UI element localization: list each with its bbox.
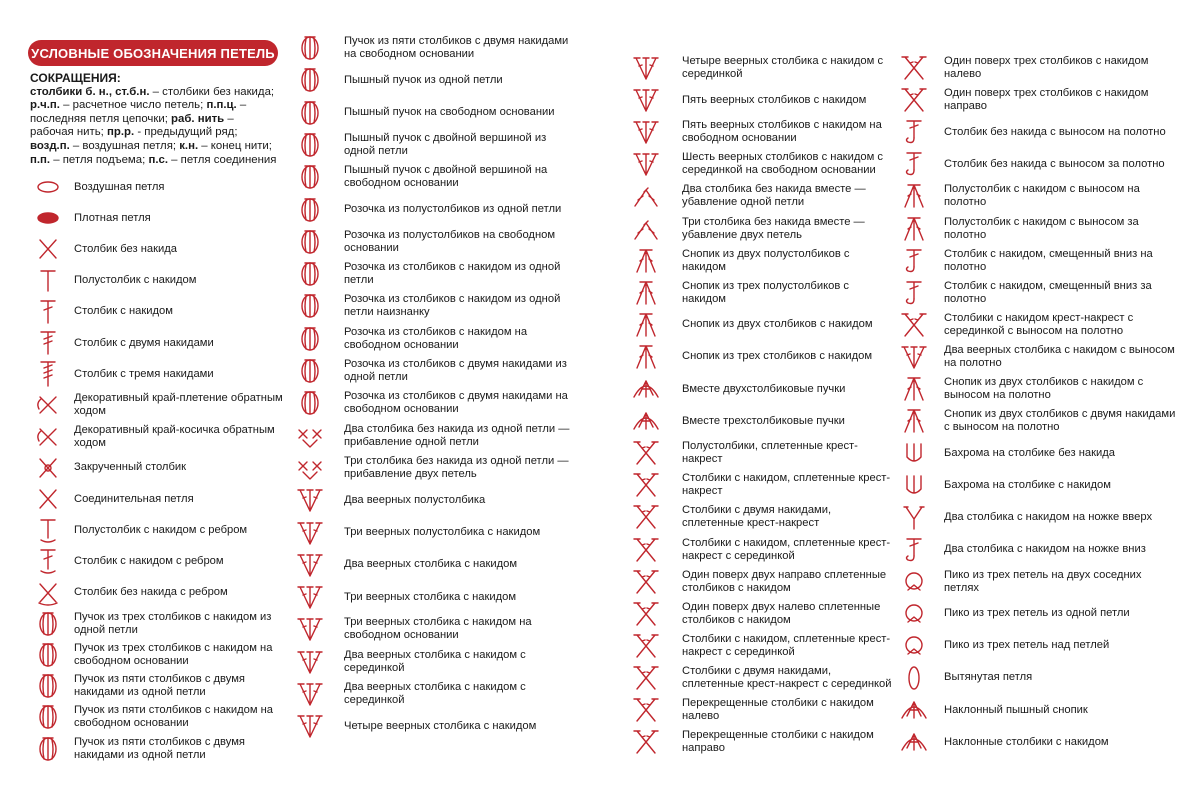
legend-label: Розочка из столбиков с накидом из одной петли bbox=[344, 261, 561, 287]
legend-item bbox=[28, 267, 288, 295]
legend-item bbox=[28, 516, 288, 544]
legend-item bbox=[292, 163, 572, 191]
legend-label: Снопик из двух столбиков с накидом с выносом на полотно bbox=[944, 376, 1144, 401]
legend-label: Столбик с накидом bbox=[74, 305, 173, 318]
legend-item bbox=[624, 247, 894, 275]
sc2tog-icon bbox=[624, 182, 668, 210]
legend-item bbox=[28, 547, 288, 575]
abbr-value: – воздушная петля; bbox=[69, 139, 180, 152]
legend-item bbox=[28, 204, 288, 232]
legend-item bbox=[28, 485, 288, 513]
legend-item bbox=[28, 579, 288, 607]
sc3tog-icon bbox=[624, 215, 668, 243]
legend-label: Три веерных полустолбика с накидом bbox=[344, 526, 541, 538]
fan-2-hdc-icon bbox=[292, 486, 328, 514]
legend-item bbox=[624, 696, 894, 724]
cluster-5-icon bbox=[28, 672, 68, 700]
ribbed-sc-icon bbox=[28, 579, 68, 607]
legend-label: Декоративный край-косичка обратным ходом bbox=[74, 423, 275, 449]
legend-item bbox=[624, 375, 894, 403]
legend-label: Пучок из трех столбиков с накидом на свободном основании bbox=[74, 642, 273, 667]
legend-label: Столбик без накида с ребром bbox=[74, 586, 228, 599]
legend-item bbox=[292, 196, 572, 224]
sc-back-post-icon bbox=[896, 150, 932, 178]
cluster-3-icon bbox=[28, 610, 68, 638]
legend-item bbox=[292, 325, 572, 353]
legend-item bbox=[896, 247, 1176, 275]
crossed-dc-center-icon bbox=[624, 536, 668, 564]
legend-label: Перекрещенные столбики с накидом направо bbox=[682, 729, 874, 755]
legend-label: Четыре веерных столбика с накидом с серединкой bbox=[682, 55, 884, 80]
legend-item bbox=[624, 728, 894, 756]
dc2tog-icon bbox=[624, 311, 668, 339]
legend-item bbox=[896, 54, 1176, 82]
abbr-value: – последняя петля цепочки; bbox=[30, 99, 247, 125]
legend-item bbox=[896, 696, 1176, 724]
legend-item bbox=[896, 182, 1176, 210]
v-stitch-down-icon bbox=[896, 536, 932, 564]
abbr-value: – столбики без накида; bbox=[149, 85, 275, 98]
legend-item bbox=[896, 407, 1176, 435]
joined-2-clusters-icon bbox=[624, 375, 668, 403]
hdc-front-post-icon bbox=[896, 182, 932, 210]
fan-3-dc-icon bbox=[292, 583, 328, 611]
popcorn-dc-reverse-icon bbox=[292, 292, 328, 320]
popcorn-tr-icon bbox=[292, 357, 328, 385]
legend-label: Розочка из полустолбиков на свободном основании bbox=[344, 228, 556, 254]
slip-filled-oval-icon bbox=[28, 204, 68, 232]
legend-label: Пышный пучок с двойной вершиной на свободном основании bbox=[344, 164, 548, 190]
legend-label: Наклонные столбики с накидом bbox=[944, 735, 1109, 748]
legend-item bbox=[896, 664, 1176, 692]
legend-label: Пучок из пяти столбиков с накидом на свободном основании bbox=[74, 704, 274, 730]
legend-item bbox=[624, 118, 894, 146]
legend-label: Три веерных столбика с накидом bbox=[344, 590, 517, 603]
slanted-dc-icon bbox=[896, 728, 932, 756]
legend-label: Снопик из двух столбиков с двумя накидами с выносом на полотно bbox=[944, 408, 1176, 434]
legend-label: Снопик из двух полустолбиков с накидом bbox=[682, 247, 850, 273]
legend-label: Три столбика без накида из одной петли — прибавление двух петель bbox=[344, 454, 569, 480]
legend-item bbox=[28, 454, 288, 482]
dc3tog-icon bbox=[624, 343, 668, 371]
hdc3tog-icon bbox=[624, 279, 668, 307]
legend-item bbox=[624, 182, 894, 210]
crossed-tr-center-icon bbox=[624, 664, 668, 692]
legend-item bbox=[624, 86, 894, 114]
legend-item bbox=[896, 215, 1176, 243]
legend-label: Пучок из пяти столбиков с двумя накидами из одной петли bbox=[74, 735, 245, 761]
legend-label: Вытянутая петля bbox=[944, 671, 1033, 684]
crossed-left-icon bbox=[624, 696, 668, 724]
legend-item bbox=[624, 311, 894, 339]
legend-item bbox=[292, 228, 572, 256]
puff-double-top-icon bbox=[292, 131, 328, 159]
legend-item bbox=[292, 357, 572, 385]
fan-5-icon bbox=[624, 86, 668, 114]
cluster-5-free-icon bbox=[28, 703, 68, 731]
crossed-front-post-icon bbox=[896, 311, 932, 339]
legend-item bbox=[292, 519, 572, 547]
joined-3-clusters-icon bbox=[624, 407, 668, 435]
legend-item bbox=[896, 728, 1176, 756]
legend-label: Полустолбик с накидом с выносом на полотно bbox=[944, 183, 1140, 209]
legend-label: Пучок из пяти столбиков с двумя накидами на свободном основании bbox=[344, 35, 569, 60]
v-stitch-up-icon bbox=[896, 503, 932, 531]
legend-item bbox=[292, 422, 572, 450]
one-over-three-left-icon bbox=[896, 54, 932, 82]
legend-label: Три веерных столбика с накидом на свободном основании bbox=[344, 616, 532, 642]
legend-label: Два веерных полустолбика bbox=[344, 493, 486, 506]
legend-item bbox=[292, 389, 572, 417]
legend-item bbox=[292, 648, 572, 676]
abbr-key: п.п.ц. bbox=[206, 99, 237, 112]
chain-oval-icon bbox=[28, 173, 68, 201]
legend-label: Столбики с накидом, сплетенные крест-накрест с серединкой bbox=[682, 632, 891, 658]
twisted-stitch-icon bbox=[28, 454, 68, 482]
joining-stitch-icon bbox=[28, 485, 68, 513]
legend-label: Пышный пучок с двойной вершиной из одной петли bbox=[344, 131, 547, 157]
legend-label: Снопик из трех полустолбиков с накидом bbox=[682, 279, 849, 305]
tr2tog-front-post-icon bbox=[896, 407, 932, 435]
legend-item bbox=[292, 712, 572, 740]
legend-item bbox=[896, 86, 1176, 114]
fan-2-dc-icon bbox=[292, 551, 328, 579]
legend-label: Столбик с тремя накидами bbox=[74, 367, 214, 380]
abbr-value: – рабочая нить; bbox=[30, 112, 234, 139]
legend-label: Два веерных столбика с накидом с выносом на полотно bbox=[944, 343, 1175, 369]
abbr-key: столбики б. н., ст.б.н. bbox=[30, 85, 150, 98]
legend-item bbox=[624, 664, 894, 692]
legend-label: Пучок из трех столбиков с накидом из одной петли bbox=[74, 610, 272, 636]
legend-label: Столбики с накидом, сплетенные крест-накрест с серединкой bbox=[682, 536, 891, 562]
dc-back-down-icon bbox=[896, 279, 932, 307]
legend-label: Бахрома на столбике без накида bbox=[944, 446, 1116, 459]
legend-label: Столбик без накида с выносом на полотно bbox=[944, 125, 1166, 138]
legend-label: Столбики с двумя накидами, сплетенные крест-накрест bbox=[682, 504, 832, 530]
legend-item bbox=[292, 583, 572, 611]
legend-label: Один поверх трех столбиков с накидом направо bbox=[944, 87, 1149, 113]
legend-item bbox=[896, 632, 1176, 660]
popcorn-dc-free-icon bbox=[292, 325, 328, 353]
legend-label: Пучок из пяти столбиков с двумя накидами из одной петли bbox=[74, 673, 245, 699]
legend-item bbox=[28, 360, 288, 388]
legend-item bbox=[896, 600, 1176, 628]
treble-crochet-icon bbox=[28, 329, 68, 357]
legend-item bbox=[292, 292, 572, 320]
double-crochet-icon bbox=[28, 298, 68, 326]
cluster-5-free-two-icon bbox=[292, 34, 328, 62]
legend-item bbox=[624, 600, 894, 628]
ribbed-hdc-icon bbox=[28, 516, 68, 544]
legend-label: Столбик с двумя накидами bbox=[74, 336, 214, 349]
legend-label: Два столбика с накидом на ножке вниз bbox=[944, 543, 1146, 555]
fan-4-center-icon bbox=[624, 54, 668, 82]
legend-item bbox=[896, 311, 1176, 339]
slanted-puff-icon bbox=[896, 696, 932, 724]
legend-item bbox=[292, 454, 572, 482]
crossed-dc-center-b-icon bbox=[624, 632, 668, 660]
sc-increase-2-icon bbox=[292, 422, 328, 450]
legend-label: Полустолбик с накидом bbox=[74, 274, 197, 287]
legend-label: Столбик без накида с выносом за полотно bbox=[944, 157, 1165, 170]
legend-label: Снопик из трех столбиков с накидом bbox=[682, 350, 873, 363]
legend-item bbox=[28, 329, 288, 357]
cluster-5-two-icon bbox=[28, 735, 68, 763]
abbr-value: – петля соединения bbox=[167, 153, 277, 166]
legend-label: Соединительная петля bbox=[74, 492, 194, 505]
legend-item bbox=[292, 66, 572, 94]
legend-label: Два веерных столбика с накидом bbox=[344, 558, 518, 571]
legend-label: Два веерных столбика с накидом с серединкой bbox=[344, 681, 526, 706]
legend-item bbox=[624, 439, 894, 467]
legend-item bbox=[624, 343, 894, 371]
legend-item bbox=[896, 118, 1176, 146]
puff-one-loop-icon bbox=[292, 66, 328, 94]
abbr-key: раб. нить bbox=[171, 112, 225, 125]
abbr-key: возд.п. bbox=[30, 139, 70, 152]
legend-label: Два столбика с накидом на ножке вверх bbox=[944, 510, 1153, 523]
popcorn-tr-free-icon bbox=[292, 389, 328, 417]
double-treble-icon bbox=[28, 360, 68, 388]
legend-item bbox=[28, 391, 288, 419]
legend-item bbox=[28, 173, 288, 201]
abbr-key: пр.р. bbox=[107, 126, 135, 139]
legend-label: Пять веерных столбиков с накидом на свободном основании bbox=[682, 119, 882, 145]
legend-item bbox=[624, 215, 894, 243]
legend-label: Столбик с накидом, смещенный вниз на полотно bbox=[944, 247, 1153, 273]
one-over-two-right-icon bbox=[624, 568, 668, 596]
popcorn-hdc-icon bbox=[292, 196, 328, 224]
legend-label: Розочка из столбиков с двумя накидами на свободном основании bbox=[344, 390, 568, 416]
hdc2tog-icon bbox=[624, 247, 668, 275]
legend-label: Полустолбик с накидом с выносом за полотно bbox=[944, 215, 1139, 241]
abbr-key: р.ч.п. bbox=[30, 99, 60, 112]
legend-label: Столбики с накидом, сплетенные крест-накрест bbox=[682, 472, 891, 498]
abbreviations-block bbox=[30, 72, 280, 167]
legend-item bbox=[896, 375, 1176, 403]
legend-item bbox=[896, 568, 1176, 596]
legend-item bbox=[292, 131, 572, 159]
legend-label: Полустолбик с накидом с ребром bbox=[74, 523, 248, 536]
legend-item bbox=[624, 632, 894, 660]
legend-label: Перекрещенные столбики с накидом налево bbox=[682, 697, 874, 722]
ribbed-dc-icon bbox=[28, 547, 68, 575]
braid-edge-icon bbox=[28, 423, 68, 451]
legend-label: Столбик без накида bbox=[74, 242, 178, 255]
legend-label: Два столбика без накида вместе — убавление одной петли bbox=[682, 183, 866, 209]
legend-item bbox=[624, 54, 894, 82]
legend-label: Наклонный пышный снопик bbox=[944, 703, 1088, 716]
hdc-back-post-icon bbox=[896, 215, 932, 243]
crossed-hdc-icon bbox=[624, 439, 668, 467]
legend-item bbox=[896, 536, 1176, 564]
legend-item bbox=[292, 486, 572, 514]
fan-3-hdc-icon bbox=[292, 519, 328, 547]
fan-3-dc-free-icon bbox=[292, 615, 328, 643]
legend-label: Два столбика без накида из одной петли — прибавление одной петли bbox=[344, 422, 570, 448]
legend-item bbox=[624, 407, 894, 435]
legend-item bbox=[292, 680, 572, 708]
legend-item bbox=[292, 615, 572, 643]
sc-increase-3-icon bbox=[292, 454, 328, 482]
cluster-3-free-icon bbox=[28, 641, 68, 669]
legend-item bbox=[292, 99, 572, 127]
legend-item bbox=[624, 150, 894, 178]
elongated-loop-icon bbox=[896, 664, 932, 692]
legend-item bbox=[896, 439, 1176, 467]
page-title: УСЛОВНЫЕ ОБОЗНАЧЕНИЯ ПЕТЕЛЬ bbox=[28, 40, 278, 66]
legend-label: Пико из трех петель над петлей bbox=[944, 639, 1110, 652]
fan-5-free-icon bbox=[624, 118, 668, 146]
single-crochet-x-icon bbox=[28, 235, 68, 263]
abbr-key: п.с. bbox=[148, 153, 168, 166]
legend-label: Розочка из полустолбиков из одной петли bbox=[344, 203, 562, 215]
legend-item bbox=[28, 641, 288, 669]
legend-label: Столбик с накидом с ребром bbox=[74, 554, 224, 567]
popcorn-hdc-free-icon bbox=[292, 228, 328, 256]
legend-label: Вместе трехстолбиковые пучки bbox=[682, 414, 845, 427]
legend-label: Розочка из столбиков с накидом из одной петли наизнанку bbox=[344, 293, 561, 319]
fringe-sc-icon bbox=[896, 439, 932, 467]
fan-2-dc-center-b-icon bbox=[292, 680, 328, 708]
legend-label: Воздушная петля bbox=[74, 180, 165, 193]
legend-item bbox=[896, 471, 1176, 499]
fan-4-dc-icon bbox=[292, 712, 328, 740]
legend-item bbox=[28, 298, 288, 326]
fringe-dc-icon bbox=[896, 471, 932, 499]
puff-free-icon bbox=[292, 99, 328, 127]
reverse-edge-icon bbox=[28, 391, 68, 419]
popcorn-dc-icon bbox=[292, 260, 328, 288]
legend-item bbox=[292, 551, 572, 579]
legend-item bbox=[28, 672, 288, 700]
picot-one-loop-icon bbox=[896, 600, 932, 628]
crossed-tr-icon bbox=[624, 503, 668, 531]
legend-label: Один поверх двух направо сплетенные столбиков с накидом bbox=[682, 568, 887, 594]
legend-label: Розочка из столбиков с двумя накидами из одной петли bbox=[344, 358, 567, 383]
legend-item bbox=[624, 471, 894, 499]
legend-item bbox=[292, 34, 572, 62]
legend-label: Пять веерных столбиков с накидом bbox=[682, 93, 867, 106]
legend-label: Столбики с накидом крест-накрест с серединкой с выносом на полотно bbox=[944, 311, 1134, 337]
legend-item bbox=[28, 423, 288, 451]
legend-item bbox=[28, 610, 288, 638]
abbreviations-heading: СОКРАЩЕНИЯ: bbox=[30, 71, 121, 85]
legend-label: Вместе двухстолбиковые пучки bbox=[682, 382, 846, 395]
abbr-value: - предыдущий ряд; bbox=[134, 126, 238, 139]
one-over-three-right-icon bbox=[896, 86, 932, 114]
abbr-key: п.п. bbox=[30, 153, 51, 166]
legend-label: Полустолбики, сплетенные крест-накрест bbox=[682, 440, 858, 466]
legend-item bbox=[28, 235, 288, 263]
dc-front-down-icon bbox=[896, 247, 932, 275]
legend-label: Декоративный край-плетение обратным ходом bbox=[74, 392, 283, 418]
legend-label: Шесть веерных столбиков с накидом с серединкой на свободном основании bbox=[682, 151, 883, 177]
abbr-value: – конец нити; bbox=[198, 139, 272, 152]
legend-item bbox=[896, 343, 1176, 371]
legend-item bbox=[896, 279, 1176, 307]
legend-label: Плотная петля bbox=[74, 211, 151, 224]
abbr-value: – петля подъема; bbox=[50, 153, 149, 166]
abbr-value: – расчетное число петель; bbox=[59, 99, 207, 112]
legend-label: Бахрома на столбике с накидом bbox=[944, 478, 1111, 491]
legend-item bbox=[624, 568, 894, 596]
legend-label: Пышный пучок на свободном основании bbox=[344, 106, 555, 119]
dc2tog-front-post-icon bbox=[896, 375, 932, 403]
fan-2-dc-center-icon bbox=[292, 648, 328, 676]
legend-label: Пышный пучок из одной петли bbox=[344, 73, 503, 86]
crossed-right-icon bbox=[624, 728, 668, 756]
legend-label: Три столбика без накида вместе — убавление двух петель bbox=[682, 215, 865, 241]
sc-front-post-icon bbox=[896, 118, 932, 146]
legend-item bbox=[292, 260, 572, 288]
legend-item bbox=[896, 150, 1176, 178]
legend-label: Столбики с двумя накидами, сплетенные крест-накрест с серединкой bbox=[682, 664, 892, 690]
legend-label: Розочка из столбиков с накидом на свободном основании bbox=[344, 325, 528, 351]
legend-label: Столбик с накидом, смещенный вниз за полотно bbox=[944, 279, 1152, 305]
one-over-two-left-icon bbox=[624, 600, 668, 628]
legend-label: Один поверх трех столбиков с накидом налево bbox=[944, 55, 1149, 80]
crossed-dc-icon bbox=[624, 471, 668, 499]
legend-label: Пико из трех петель из одной петли bbox=[944, 607, 1130, 620]
legend-label: Пико из трех петель на двух соседних петлях bbox=[944, 568, 1142, 594]
picot-two-loops-icon bbox=[896, 568, 932, 596]
picot-over-loop-icon bbox=[896, 632, 932, 660]
legend-item bbox=[624, 536, 894, 564]
legend-item bbox=[624, 279, 894, 307]
legend-label: Снопик из двух столбиков с накидом bbox=[682, 318, 873, 331]
legend-label: Четыре веерных столбика с накидом bbox=[344, 719, 537, 732]
fan-2-front-post-icon bbox=[896, 343, 932, 371]
legend-item bbox=[896, 503, 1176, 531]
legend-label: Закрученный столбик bbox=[74, 461, 187, 474]
legend-item bbox=[28, 735, 288, 763]
legend-label: Один поверх двух налево сплетенные столбиков с накидом bbox=[682, 600, 881, 626]
puff-double-top-free-icon bbox=[292, 163, 328, 191]
legend-item bbox=[624, 503, 894, 531]
legend-label: Два веерных столбика с накидом с серединкой bbox=[344, 648, 526, 674]
fan-6-icon bbox=[624, 150, 668, 178]
half-double-t-icon bbox=[28, 267, 68, 295]
abbr-key: к.н. bbox=[179, 139, 199, 152]
legend-item bbox=[28, 703, 288, 731]
